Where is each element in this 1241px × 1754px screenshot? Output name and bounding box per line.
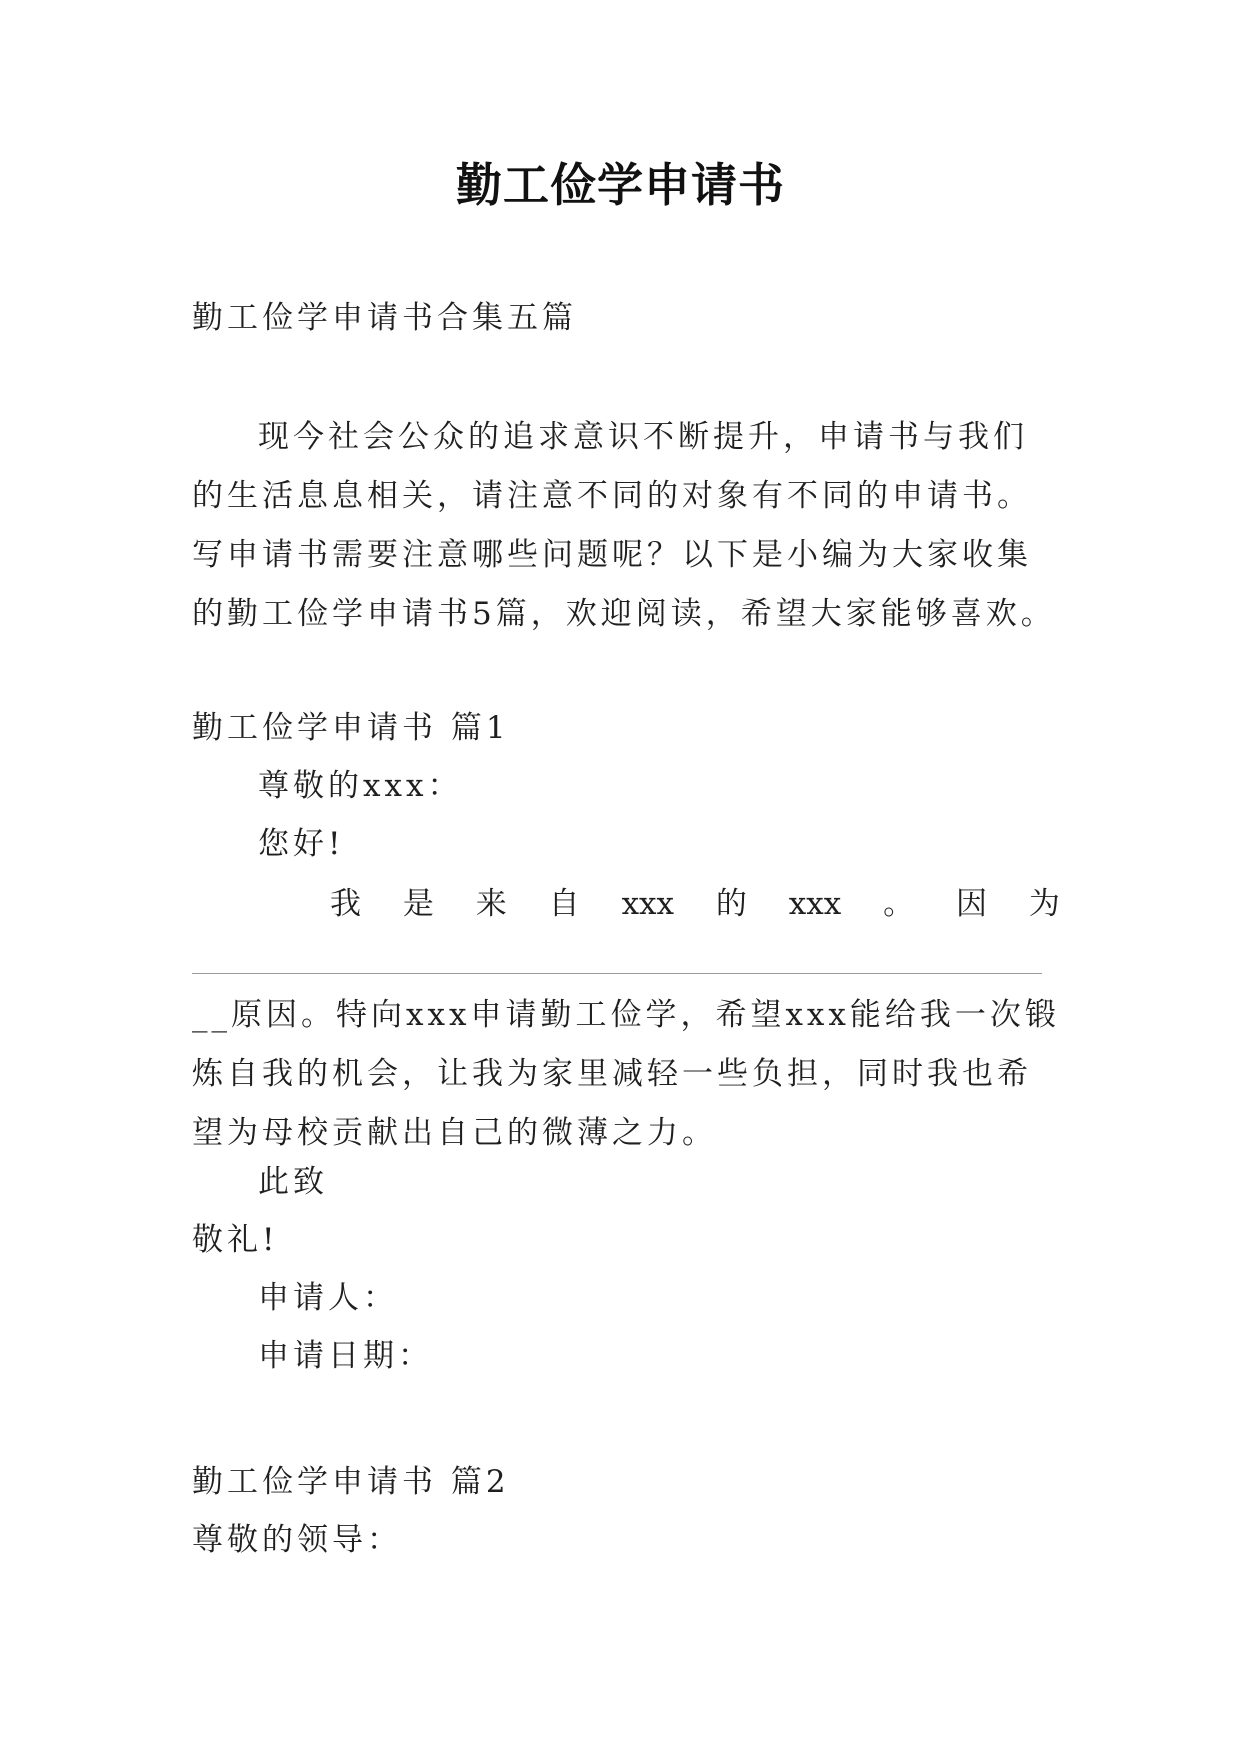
collection-subtitle: 勤工俭学申请书合集五篇 (192, 300, 577, 336)
word: 是 (402, 886, 434, 922)
applicant-label: 申请人： (258, 1280, 398, 1316)
fill-in-blank-line (192, 973, 1042, 974)
section-2-salutation: 尊敬的领导： (192, 1522, 402, 1558)
page-title: 勤工俭学申请书 (456, 158, 785, 212)
word: 我 (330, 886, 361, 922)
word: 。 (883, 886, 915, 922)
word: xxx (788, 886, 842, 922)
closing-jing-li: 敬礼! (192, 1222, 279, 1258)
section-1-salutation: 尊敬的xxx： (258, 768, 463, 804)
section-1-heading: 勤工俭学申请书 篇1 (192, 710, 510, 746)
application-date-label: 申请日期： (258, 1338, 433, 1374)
section-1-body: __原因。特向xxx申请勤工俭学，希望xxx能给我一次锻炼自我的机会，让我为家里减轻一些负担，同时我也希望为母校贡献出自己的微薄之力。 (192, 997, 1060, 1151)
section-1-justified-line (330, 882, 1060, 926)
word: 的 (715, 886, 747, 922)
intro-paragraph: 现今社会公众的追求意识不断提升，申请书与我们的生活息息相关，请注意不同的对象有不同的申请书。写申请书需要注意哪些问题呢？以下是小编为大家收集的勤工俭学申请书5篇，欢迎阅读，希望大家能够喜欢。 (192, 419, 1056, 632)
word: 为 (1028, 886, 1060, 922)
closing-ci-zhi: 此致 (258, 1164, 328, 1200)
word: 来 (475, 886, 507, 922)
section-2-heading: 勤工俭学申请书 篇2 (192, 1464, 510, 1500)
section-1-greeting: 您好! (258, 826, 345, 862)
word: 自 (548, 886, 580, 922)
word: 因 (956, 886, 988, 922)
word: xxx (621, 886, 675, 922)
